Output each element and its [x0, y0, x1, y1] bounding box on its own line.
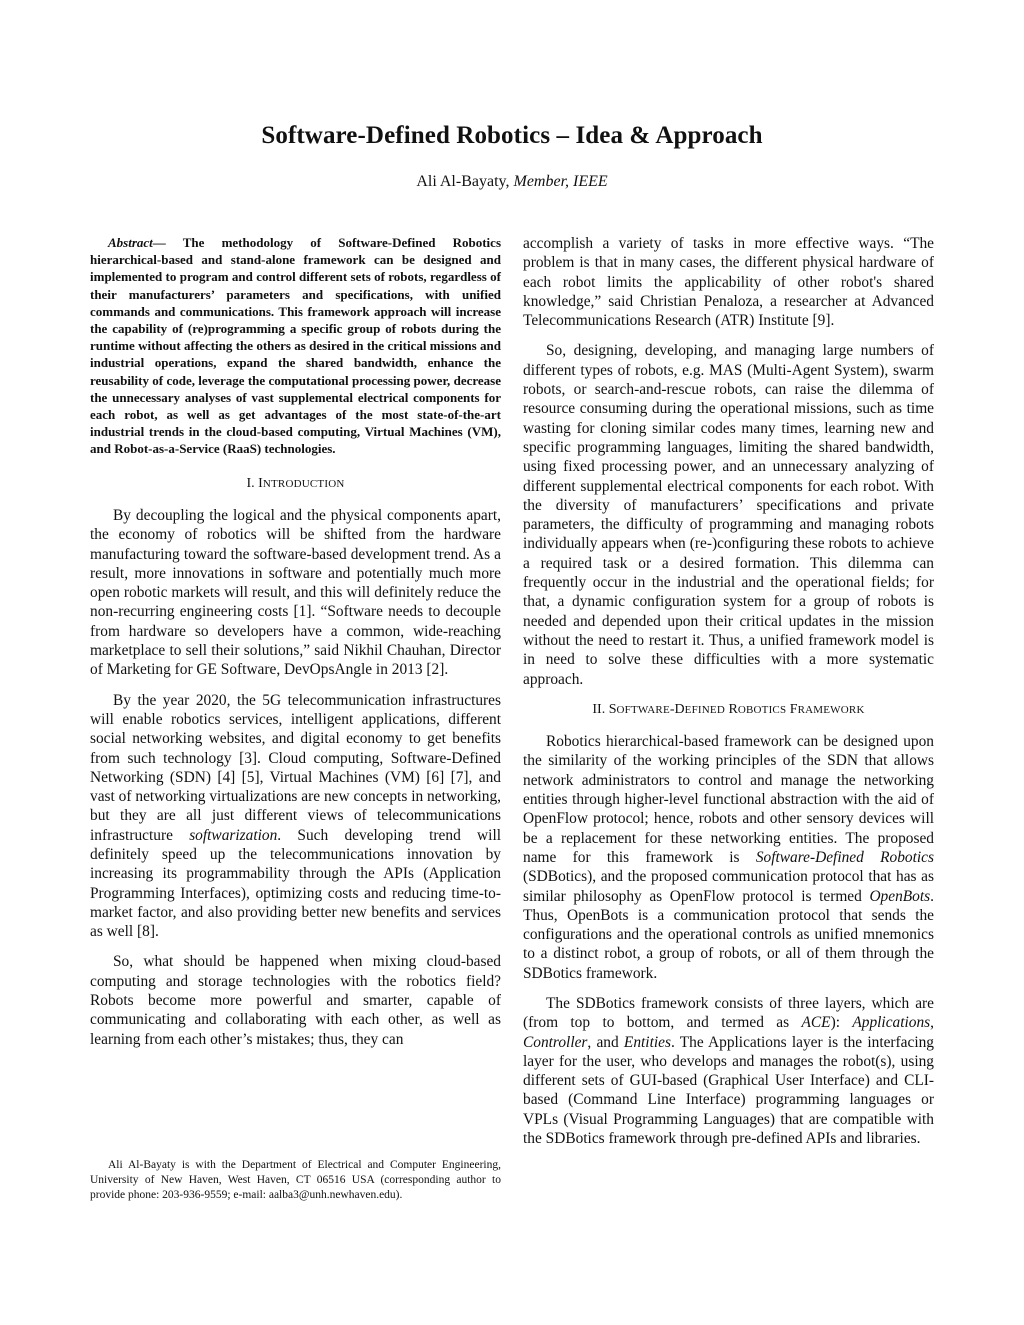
dilemma-paragraph: So, designing, developing, and managing large numbers of different types of robots, e.g. MAS (Multi-Agent System), swarm robots, or search-and-rescue robots, can raise the dilemma of resource consuming during the operational missions, such as time wasting for cloning similar codes many times, learning new and specific programming languages, limiting the shared bandwidth, using fixed processing power, and an unnecessary analyzing of different supplemental electrical components for each robot. With the diversity of manufacturers’ specifications and private parameters, the difficulty of programming and managing robots individually appears when (re-)configuring these robots to achieve a required task or a desired formation. This dilemma can frequently occur in the industrial and the operational fields; for that, a dynamic configuration system for a group of robots is needed and depended upon their critical updates in the mission without the need to restart it. Thus, a unified framework model is in need to solve these difficulties with a more systematic approach. [523, 342, 934, 688]
text-emphasis: Software-Defined Robotics [755, 848, 934, 866]
intro-paragraph-3: So, what should be happened when mixing cloud-based computing and storage technologies with the robotics field? Robots become more powerful and smarter, capable of communicating and collaborating with each other, as well as learning from each other’s mistakes; thus, they can [90, 953, 501, 1048]
text-run: The SDBotics framework consists of three layers, which are (from top to bottom, and termed as [523, 994, 934, 1032]
author-footnote: Ali Al-Bayaty is with the Department of Electrical and Computer Engineering, University of New Haven, West Haven, CT 06516 USA (corresponding author to provide phone: 203-936-9559; e-mail: aalba3@unh.newhaven.edu). [90, 1159, 501, 1201]
section-numeral: I. [246, 475, 259, 491]
section-cap: D [674, 701, 685, 717]
text-run: Robotics hierarchical-based framework can be designed upon the similarity of the working principles of the SDN that allows network administrators to control and manage the networking entities through higher-level functional abstraction with the aid of OpenFlow protocol; hence, robots and other sensory devices will be a replacement for these networking entities. The proposed name for this framework is [523, 733, 934, 866]
left-column [90, 234, 501, 1060]
section-dash: - [669, 701, 675, 717]
intro-paragraph-1: By decoupling the logical and the physical components apart, the economy of robotics will be shifted from the hardware manufacturing toward the software-based development trend. As a result, more innovations in software and potentially much more open robotic markets will result, and this will definitely reduce the non-recurring engineering costs [1]. “Software needs to decouple from hardware so developers have a common, wide-reaching marketplace to sell their solutions,” said Nikhil Chauhan, Director of Marketing for GE Software, DevOpsAngle in 2013 [2]. [90, 506, 501, 679]
continued-paragraph: accomplish a variety of tasks in more effective ways. “The problem is that in many cases, the different physical hardware of each robot limits the applicability of other robot's shared knowledge,” said Christian Penaloza, a researcher at Advanced Telecommunications Research (ATR) Institute [9]. [523, 235, 934, 330]
framework-paragraph-2 [523, 994, 934, 1148]
text-emphasis: OpenBots [869, 887, 931, 905]
section-cap: F [789, 701, 798, 717]
section-heading-introduction [90, 474, 501, 494]
text-run: , and [587, 1033, 624, 1051]
text-run: . Thus, OpenBots is a communication protocol that sends the configurations and the operational controls as unified mnemonics to a distinct robot, a group of robots, or all of them through the SDBotics framework. [523, 887, 934, 982]
text-emphasis: softwarization [189, 826, 278, 844]
section-cap: S [608, 701, 617, 717]
text-run: By the year 2020, the 5G telecommunication infrastructures will enable robotics services, intelligent applications, different social networking websites, and digital economy to get benefits from such technology [3]. Cloud computing, Software-Defined Networking (SDN) [4] [5], Virtual Machines (VM) [6] [7], and vast of networking virtualizations are new concepts in networking, but they are all just different views of telecommunications infrastructure [90, 691, 501, 844]
section-numeral: II. [592, 701, 609, 717]
abstract-lead: Abstract [108, 235, 153, 250]
author-line [0, 173, 1024, 191]
section-rest: RAMEWORK [797, 703, 865, 716]
section-cap: R [728, 701, 738, 717]
text-emphasis: Entities [623, 1033, 671, 1051]
text-run: (SDBotics), and the proposed communication protocol that has as similar philosophy as OpenFlow protocol is termed [523, 868, 934, 905]
section-cap: I [258, 475, 263, 491]
author-name: Ali Al-Bayaty, [416, 173, 514, 190]
right-column [523, 234, 934, 1159]
section-rest: OBOTICS [737, 703, 787, 716]
text-run: , [930, 1014, 935, 1032]
abstract-text: The methodology of Software-Defined Robotics hierarchical-based and stand-alone framework can be designed and implemented to program and control different sets of robots, regardless of their manufacturers’ parameters and specifications, with unified commands and communications. This framework approach will increase the capability of (re)programming a specific group of robots during the runtime without affecting the others as desired in the critical missions and industrial operations, expand the shared bandwidth, enhance the reusability of code, leverage the computational processing power, decrease the unnecessary analyses of vast supplemental electrical components for each robot, as well as get advantages of the most state-of-the-art industrial trends in the cloud-based computing, Virtual Machines (VM), and Robot-as-a-Service (RaaS) technologies. [90, 235, 501, 457]
text-emphasis: Applications [852, 1014, 931, 1032]
text-run: . The Applications layer is the interfacing layer for the user, who develops and manages the robot(s), using different sets of GUI-based (Graphical User Interface) and CLI-based (Command Line Interface) programming languages or VPLs (Visual Programming Languages) that are compatible with the SDBotics framework through pre-defined APIs and libraries. [523, 1033, 935, 1148]
section-rest: EFINED [684, 703, 725, 716]
abstract [90, 234, 501, 458]
intro-paragraph-2 [90, 691, 501, 942]
framework-paragraph-1 [523, 732, 934, 983]
section-heading-framework [523, 700, 934, 720]
abstract-dash: — [152, 235, 183, 250]
text-emphasis: Controller [523, 1033, 588, 1051]
text-run: ): [830, 1014, 853, 1032]
author-role: Member, IEEE [513, 173, 608, 190]
section-rest: OFTWARE [616, 703, 670, 716]
text-emphasis: ACE [801, 1014, 831, 1032]
section-rest: NTRODUCTION [262, 477, 345, 490]
text-run: . Such developing trend will definitely speed up the telecommunications innovation by increasing its programmability through the APIs (Application Programming Interfaces), optimizing costs and reducing time-to-market factor, and also providing better new benefits and services as well [8]. [90, 826, 501, 941]
paper-title: Software-Defined Robotics – Idea & Approach [261, 122, 763, 149]
